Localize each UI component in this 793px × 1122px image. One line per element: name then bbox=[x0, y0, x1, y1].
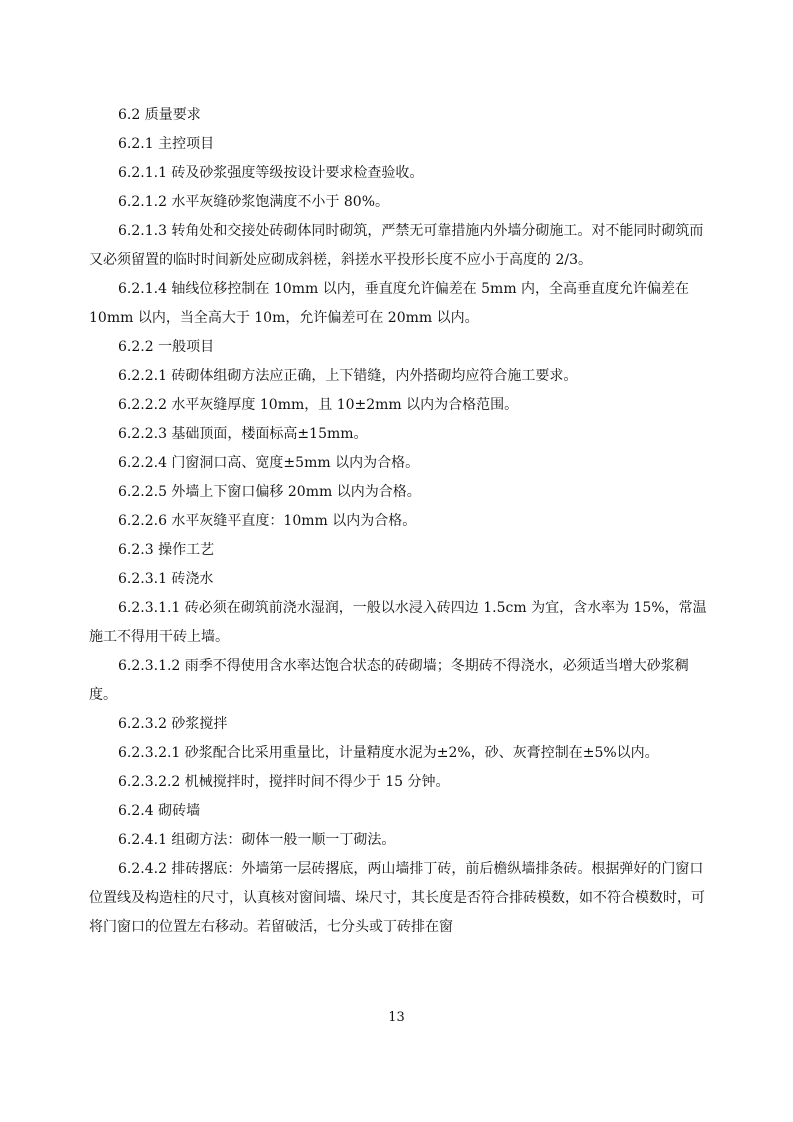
page-number: 13 bbox=[388, 1010, 405, 1025]
heading-6-2-4: 6.2.4 砌砖墙 bbox=[118, 803, 201, 819]
heading-6-2-3-1: 6.2.3.1 砖浇水 bbox=[118, 571, 214, 587]
clause-6-2-1-3: 6.2.1.3 转角处和交接处砖砌体同时砌筑，严禁无可靠措施内外墙分砌施工。对不能同时砌筑而又必须留置的临时时间新处应砌成斜槎，斜搓水平投形长度不应小于高度的 2/3。 bbox=[89, 223, 704, 268]
clause-6-2-4-2: 6.2.4.2 排砖撂底：外墙第一层砖撂底，两山墙排丁砖，前后檐纵墙排条砖。根据弹好的门窗口位置线及构造柱的尺寸，认真核对窗间墙、垛尺寸，其长度是否符合排砖模数，如不符合模数时，可将门窗口的位置左右移动。若留破活，七分头或丁砖排在窗 bbox=[89, 861, 705, 935]
heading-6-2-1: 6.2.1 主控项目 bbox=[118, 136, 215, 152]
clause-6-2-2-1: 6.2.2.1 砖砌体组砌方法应正确，上下错缝，内外搭砌均应符合施工要求。 bbox=[118, 368, 578, 384]
document-body bbox=[89, 101, 714, 942]
clause-6-2-2-6: 6.2.2.6 水平灰缝平直度：10mm 以内为合格。 bbox=[118, 513, 417, 529]
clause-6-2-3-1-1: 6.2.3.1.1 砖必须在砌筑前浇水湿润，一般以水浸入砖四边 1.5cm 为宜，含水率为 15%，常温施工不得用干砖上墙。 bbox=[89, 600, 707, 645]
heading-6-2-2: 6.2.2 一般项目 bbox=[118, 339, 215, 355]
heading-6-2: 6.2 质量要求 bbox=[118, 107, 201, 123]
clause-6-2-2-3: 6.2.2.3 基础顶面，楼面标高±15mm。 bbox=[118, 426, 368, 442]
heading-6-2-3: 6.2.3 操作工艺 bbox=[118, 542, 215, 558]
clause-6-2-1-2: 6.2.1.2 水平灰缝砂浆饱满度不小于 80%。 bbox=[118, 194, 389, 210]
clause-6-2-3-2-1: 6.2.3.2.1 砂浆配合比采用重量比，计量精度水泥为±2%，砂、灰膏控制在±5%以内。 bbox=[118, 745, 659, 761]
clause-6-2-1-1: 6.2.1.1 砖及砂浆强度等级按设计要求检查验收。 bbox=[118, 165, 424, 181]
clause-6-2-3-2-2: 6.2.3.2.2 机械搅拌时，搅拌时间不得少于 15 分钟。 bbox=[118, 774, 450, 790]
heading-6-2-3-2: 6.2.3.2 砂浆搅拌 bbox=[118, 716, 228, 732]
clause-6-2-2-5: 6.2.2.5 外墙上下窗口偏移 20mm 以内为合格。 bbox=[118, 484, 421, 500]
clause-6-2-1-4: 6.2.1.4 轴线位移控制在 10mm 以内，垂直度允许偏差在 5mm 内，全高垂直度允许偏差在 10mm 以内，当全高大于 10m，允许偏差可在 20mm 以内。 bbox=[89, 281, 690, 326]
clause-6-2-4-1: 6.2.4.1 组砌方法：砌体一般一顺一丁砌法。 bbox=[118, 832, 396, 848]
clause-6-2-2-4: 6.2.2.4 门窗洞口高、宽度±5mm 以内为合格。 bbox=[118, 455, 420, 471]
clause-6-2-3-1-2: 6.2.3.1.2 雨季不得使用含水率达饱合状态的砖砌墙；冬期砖不得浇水，必须适当增大砂浆稠度。 bbox=[89, 658, 689, 703]
clause-6-2-2-2: 6.2.2.2 水平灰缝厚度 10mm，且 10±2mm 以内为合格范围。 bbox=[118, 397, 519, 413]
